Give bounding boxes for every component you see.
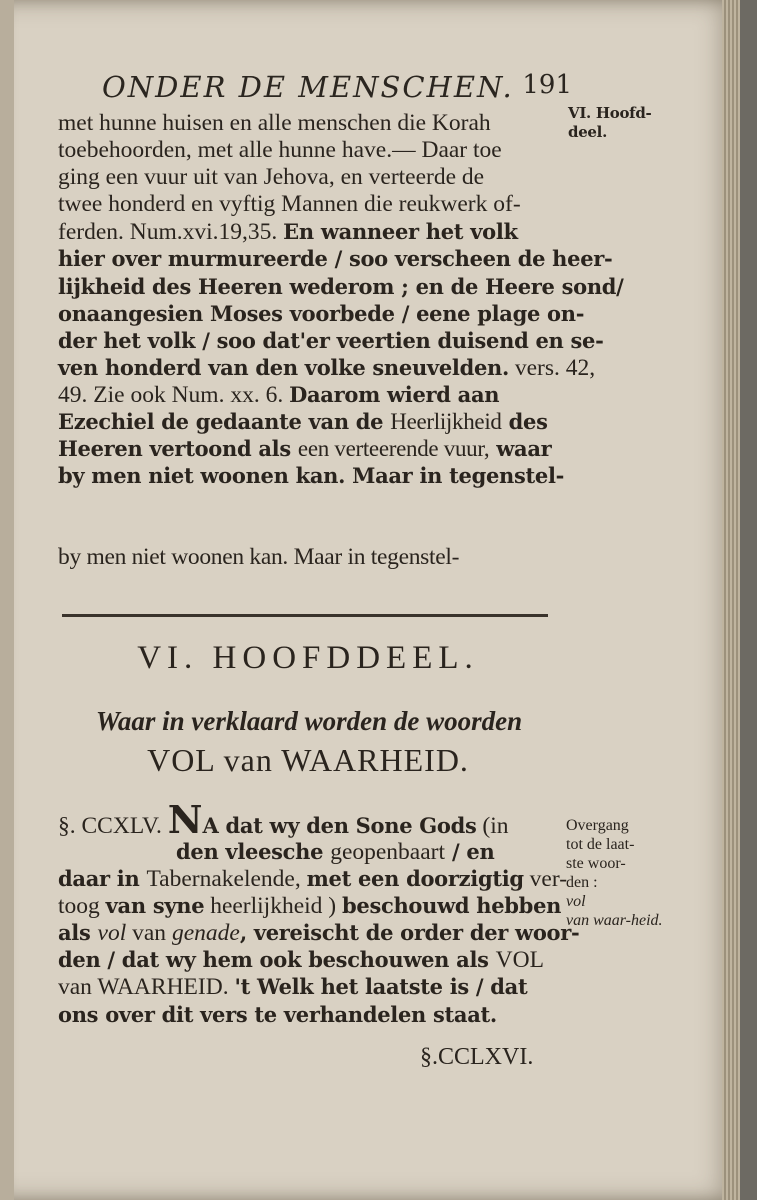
text-line: ons over dit vers te verhandelen staat. bbox=[58, 1001, 497, 1027]
text-line: onaangesien Moses voorbede / eene plage on- bbox=[58, 300, 585, 326]
text-line: lijkheid des Heeren wederom ; en de Heere sond/ bbox=[58, 273, 624, 299]
text-line: by men niet woonen kan. Maar in tegenstel- bbox=[58, 463, 565, 489]
text-line: 49. Zie ook Num. xx. 6. Daarom wierd aan bbox=[58, 381, 500, 408]
margin-note-top: VI. Hoofd- deel. bbox=[568, 104, 652, 141]
text-span: by men niet woonen kan. Maar in tegenstel- bbox=[58, 543, 460, 570]
margin-note-transition: Overgang tot de laat- ste woor- den : vol van waar-heid. bbox=[566, 817, 663, 929]
page-number: 191 bbox=[522, 70, 572, 100]
text-line bbox=[58, 516, 568, 543]
section-paragraph bbox=[58, 797, 580, 1028]
page-edges bbox=[722, 0, 740, 1200]
text-line bbox=[58, 544, 568, 571]
text-line: als vol van genade, vereischt de order der woor- bbox=[58, 920, 580, 947]
text-line: §. CCXLV. NA dat wy den Sone Gods (in bbox=[58, 797, 509, 842]
page-header bbox=[102, 70, 572, 110]
text-line: Heeren vertoond als een verteerende vuur, waar bbox=[58, 436, 552, 462]
text-line: den vleesche geopenbaart / en bbox=[176, 839, 495, 865]
text-line: ven honderd van den volke sneuvelden. vers. 42, bbox=[58, 354, 596, 381]
text-line: twee honderd en vyftig Mannen die reukwerk of- bbox=[58, 191, 521, 218]
section-divider bbox=[62, 614, 548, 617]
facing-page-edge bbox=[0, 0, 14, 1200]
text-line: met hunne huisen en alle menschen die Korah bbox=[58, 110, 491, 136]
text-line: ging een vuur uit van Jehova, en verteerde de bbox=[58, 164, 485, 191]
text-line bbox=[58, 489, 568, 516]
chapter-heading: VI. HOOFDDEEL. bbox=[137, 640, 479, 676]
text-line: toog van syne heerlijkheid ) beschouwd hebben bbox=[58, 893, 562, 920]
chapter-subtitle: Waar in verklaard worden de woorden bbox=[95, 706, 523, 736]
running-title: ONDER DE MENSCHEN. bbox=[102, 70, 514, 104]
catchword: §.CCLXVI. bbox=[420, 1044, 534, 1070]
chapter-subtitle-caps: VOL van WAARHEID. bbox=[147, 742, 469, 778]
text-line: hier over murmureerde / soo verscheen de heer- bbox=[58, 246, 613, 272]
text-line: Ezechiel de gedaante van de Heerlijkheid des bbox=[58, 409, 548, 435]
text-line: den / dat wy hem ook beschouwen als VOL bbox=[58, 947, 544, 974]
text-line: toebehoorden, met alle hunne have.— Daar toe bbox=[58, 137, 502, 164]
text-line: ferden. Num.xvi.19,35. En wanneer het volk bbox=[58, 219, 518, 246]
text-line: van WAARHEID. 't Welk het laatste is / dat bbox=[58, 974, 528, 1001]
text-line: der het volk / soo dat'er veertien duisend en se- bbox=[58, 327, 604, 353]
text-line: daar in Tabernakelende, met een doorzigtig ver- bbox=[58, 866, 568, 893]
